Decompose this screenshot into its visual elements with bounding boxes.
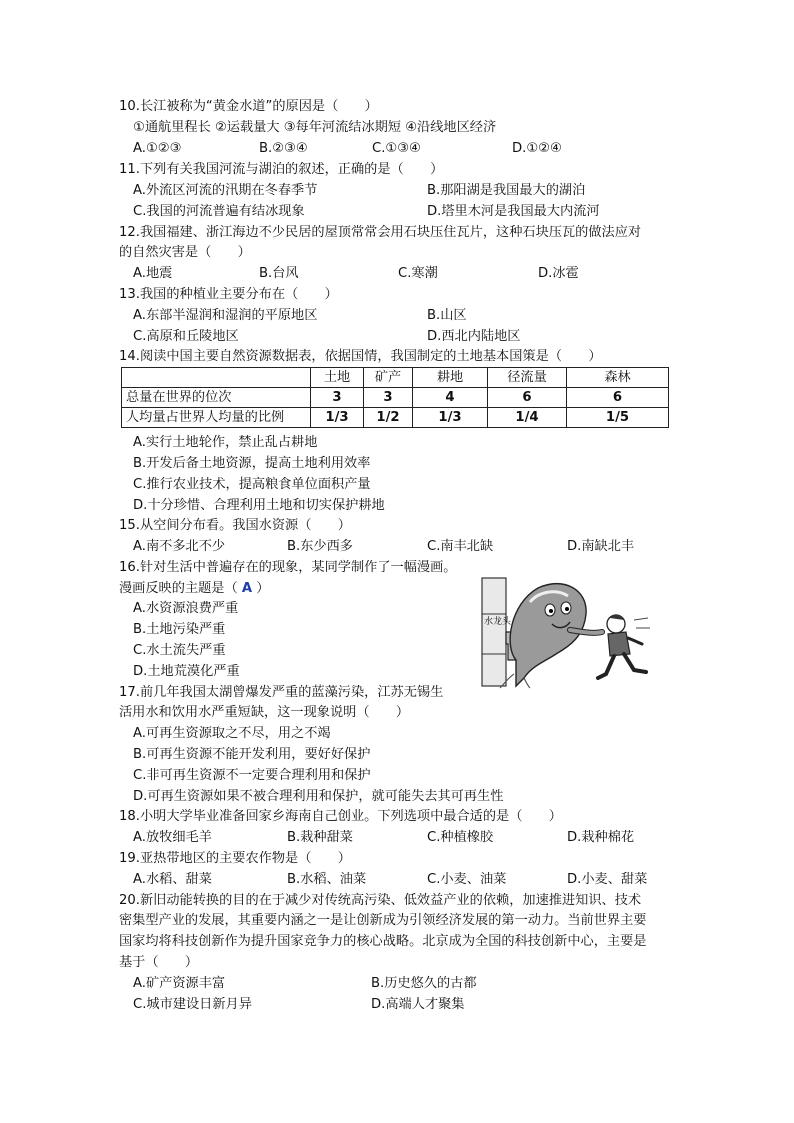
q10-option-a: A.①②③ [133, 141, 182, 156]
cartoon-label: 水龙头 [484, 617, 512, 627]
q17-option-b: B.可再生资源不能开发利用，要好好保护 [133, 747, 371, 762]
q11-stem: 11.下列有关我国河流与湖泊的叙述，正确的是（ ） [119, 162, 444, 177]
q14-option-c: C.推行农业技术，提高粮食单位面积产量 [133, 477, 371, 492]
q16-option-c: C.水土流失严重 [133, 643, 226, 658]
q20-option-c: C.城市建设日新月异 [133, 997, 252, 1012]
q19-option-b: B.水稻、油菜 [287, 872, 367, 887]
q16-option-d: D.土地荒漠化严重 [133, 664, 240, 679]
q12-stem-line2: 的自然灾害是（ ） [119, 245, 251, 260]
q16-option-a: A.水资源浪费严重 [133, 601, 239, 616]
q13-option-d: D.西北内陆地区 [427, 329, 521, 344]
table-header-cell: 土地 [311, 368, 364, 388]
q18-option-d: D.栽种棉花 [567, 830, 635, 845]
q17-stem-line2: 活用水和饮用水严重短缺，这一现象说明（ ） [119, 705, 410, 720]
q13-stem: 13.我国的种植业主要分布在（ ） [119, 287, 338, 302]
q20-option-d: D.高端人才聚集 [371, 997, 465, 1012]
q18-option-b: B.栽种甜菜 [287, 830, 353, 845]
q14-option-a: A.实行土地轮作，禁止乱占耕地 [133, 435, 318, 450]
table-cell: 3 [311, 388, 364, 408]
table-row [122, 388, 669, 408]
table-cell: 1/4 [488, 408, 567, 428]
q14-stem: 14.阅读中国主要自然资源数据表，依据国情，我国制定的土地基本国策是（ ） [119, 349, 602, 364]
table-cell: 6 [567, 388, 669, 408]
q11-option-c: C.我国的河流普遍有结冰现象 [133, 204, 305, 219]
q16-stem-line2: 漫画反映的主题是（ A ） [119, 581, 270, 596]
q20-stem-line1: 20.新旧动能转换的目的在于减少对传统高污染、低效益产业的依赖，加速推进知识、技术 [119, 893, 642, 908]
q17-option-d: D.可再生资源如果不被合理利用和保护，就可能失去其可再生性 [133, 789, 504, 804]
q12-option-c: C.寒潮 [398, 266, 438, 281]
q17-option-c: C.非可再生资源不一定要合理利用和保护 [133, 768, 371, 783]
q19-stem: 19.亚热带地区的主要农作物是（ ） [119, 851, 351, 866]
table-header-cell [122, 368, 311, 388]
table-cell: 3 [364, 388, 413, 408]
q15-option-a: A.南不多北不少 [133, 539, 226, 554]
resource-table [121, 367, 669, 428]
q10-option-b: B.②③④ [259, 141, 308, 156]
q13-option-b: B.山区 [427, 308, 467, 323]
table-cell: 4 [413, 388, 488, 408]
table-header-row [122, 368, 669, 388]
q16-option-b: B.土地污染严重 [133, 622, 226, 637]
table-row [122, 408, 669, 428]
q18-stem: 18.小明大学毕业准备回家乡海南自己创业。下列选项中最合适的是（ ） [119, 809, 562, 824]
q10-option-d: D.①②④ [512, 141, 562, 156]
table-header-cell: 矿产 [364, 368, 413, 388]
q20-stem-line2: 密集型产业的发展，其重要内涵之一是让创新成为引领经济发展的第一动力。当前世界主要 [119, 913, 647, 928]
q19-option-a: A.水稻、甜菜 [133, 872, 212, 887]
row-label: 总量在世界的位次 [122, 388, 311, 408]
q19-option-c: C.小麦、油菜 [427, 872, 507, 887]
q20-stem-line4: 基于（ ） [119, 955, 199, 970]
q15-option-c: C.南丰北缺 [427, 539, 494, 554]
q11-option-d: D.塔里木河是我国最大内流河 [427, 204, 600, 219]
q14-option-d: D.十分珍惜、合理利用土地和切实保护耕地 [133, 498, 385, 513]
q20-option-a: A.矿产资源丰富 [133, 976, 226, 991]
table-cell: 1/3 [413, 408, 488, 428]
row-label: 人均量占世界人均量的比例 [122, 408, 311, 428]
q15-option-d: D.南缺北丰 [567, 539, 635, 554]
q13-option-c: C.高原和丘陵地区 [133, 329, 239, 344]
table-cell: 6 [488, 388, 567, 408]
q12-option-a: A.地震 [133, 266, 173, 281]
q10-stem: 10.长江被称为“黄金水道”的原因是（ ） [119, 99, 378, 114]
q19-option-d: D.小麦、甜菜 [567, 872, 648, 887]
q18-option-a: A.放牧细毛羊 [133, 830, 212, 845]
q15-option-b: B.东少西多 [287, 539, 353, 554]
q12-stem-line1: 12.我国福建、浙江海边不少民居的屋顶常常会用石块压住瓦片，这种石块压瓦的做法应对 [119, 225, 642, 240]
q20-stem-line3: 国家均将科技创新作为提升国家竞争力的核心战略。北京成为全国的科技创新中心，主要是 [119, 934, 647, 949]
q11-option-b: B.那阳湖是我国最大的湖泊 [427, 183, 586, 198]
q15-stem: 15.从空间分布看。我国水资源（ ） [119, 518, 351, 533]
q14-option-b: B.开发后备土地资源，提高土地利用效率 [133, 456, 371, 471]
table-header-cell: 径流量 [488, 368, 567, 388]
table-cell: 1/5 [567, 408, 669, 428]
q12-option-d: D.冰雹 [538, 266, 579, 281]
faucet-cartoon [478, 574, 654, 690]
q16-answer: A [241, 581, 253, 596]
q18-option-c: C.种植橡胶 [427, 830, 494, 845]
q13-option-a: A.东部半湿润和湿润的平原地区 [133, 308, 318, 323]
table-cell: 1/3 [311, 408, 364, 428]
q17-option-a: A.可再生资源取之不尽，用之不竭 [133, 726, 331, 741]
q12-option-b: B.台风 [259, 266, 299, 281]
q16-stem-line1: 16.针对生活中普遍存在的现象，某同学制作了一幅漫画。 [119, 560, 457, 575]
q10-statements: ①通航里程长 ②运载量大 ③每年河流结冰期短 ④沿线地区经济 [133, 120, 497, 135]
q10-option-c: C.①③④ [372, 141, 421, 156]
q11-option-a: A.外流区河流的汛期在冬春季节 [133, 183, 318, 198]
q17-stem-line1: 17.前几年我国太湖曾爆发严重的蓝藻污染，江苏无锡生 [119, 685, 444, 700]
table-header-cell: 耕地 [413, 368, 488, 388]
table-header-cell: 森林 [567, 368, 669, 388]
q20-option-b: B.历史悠久的古都 [371, 976, 477, 991]
table-cell: 1/2 [364, 408, 413, 428]
